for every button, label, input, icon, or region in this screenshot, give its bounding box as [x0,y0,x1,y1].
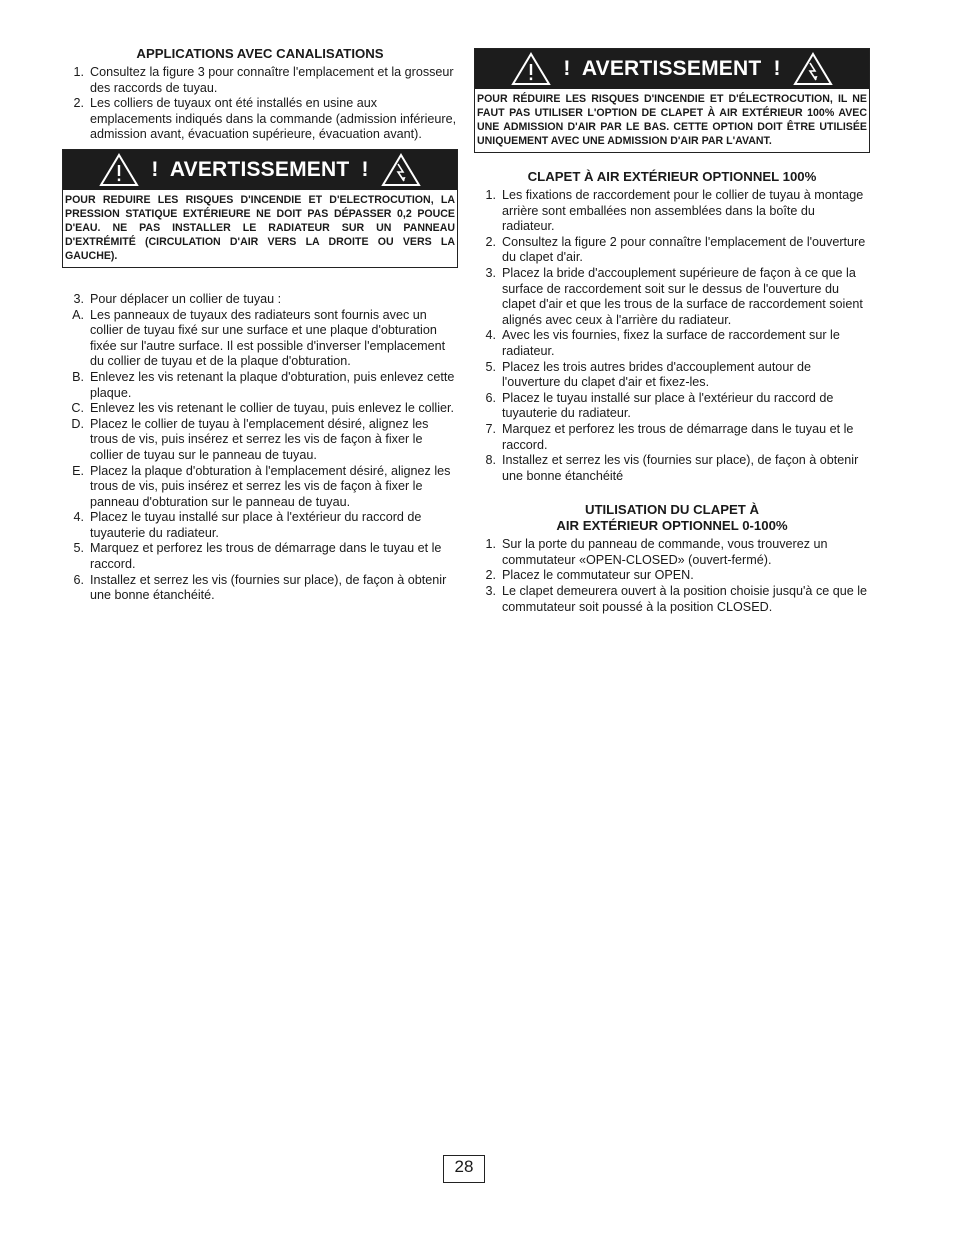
section-heading-clapet-100: CLAPET À AIR EXTÉRIEUR OPTIONNEL 100% [527,169,817,184]
list-item: 6. Installez et serrez les vis (fournies sur place), de façon à obtenir une bonne étanchéité. [73,572,447,603]
list-clapet-0-100 [474,537,870,615]
list-item: 5. Placez les trois autres brides d'accouplement autour de l'ouverture du clapet d'air et fixez-les. [485,359,812,390]
list-item: 3. Placez la bride d'accouplement supérieure de façon à ce que la surface de raccordement soit sur le dessus de l'ouverture du clapet d'air et que les trous de la surface de raccordement soient alignés avec ceux à l'arrière du radiateur. [485,265,863,327]
list-item: 3. Pour déplacer un collier de tuyau : [73,291,282,306]
list-canalisations-1 [62,65,458,143]
list-item: 7. Marquez et perforez les trous de démarrage dans le tuyau et le raccord. [485,421,854,452]
section-heading-canalisations: APPLICATIONS AVEC CANALISATIONS [136,46,384,61]
warning-title: ! AVERTISSEMENT ! [563,57,781,80]
list-canalisations-2 [62,292,458,604]
list-item: 1. Les fixations de raccordement pour le collier de tuyau à montage arrière sont emballées non assemblées dans la boîte du radiateur. [485,188,864,234]
list-item: 1. Consultez la figure 3 pour connaître l'emplacement et la grosseur des raccords de tuyau. [73,65,454,95]
list-item: 6. Placez le tuyau installé sur place à l'extérieur du raccord de tuyauterie du radiateur. [485,390,834,421]
warning-triangle-icon [511,52,551,86]
warning-triangle-icon [99,153,139,187]
list-item: 2. Placez le commutateur sur OPEN. [485,568,694,583]
list-item: C. Enlevez les vis retenant le collier de tuyau, puis enlevez le collier. [71,401,455,416]
warning-title: ! AVERTISSEMENT ! [151,157,369,181]
list-item: D. Placez le collier de tuyau à l'emplacement désiré, alignez les trous de vis, puis insérez et serrez les vis de façon à fixer le collier de tuyau sur le panneau de tuyau. [71,416,429,462]
list-item: 4. Placez le tuyau installé sur place à l'extérieur du raccord de tuyauterie du radiateur. [73,510,422,540]
electrical-hazard-icon [381,153,421,187]
list-item: 4. Avec les vis fournies, fixez la surface de raccordement sur le radiateur. [485,328,840,358]
warning-text: POUR RÉDUIRE LES RISQUES D'INCENDIE ET D'ÉLECTROCUTION, IL NE FAUT PAS UTILISER L'OPTION DE CLAPET À AIR EXTÉRIEUR 100% AVEC UNE ADMISSION D'AIR PAR LE BAS. CETTE OPTION DOIT ÊTRE UTILISÉE UNIQUEMENT AVEC UNE ADMISSION D'AIR PAR L'AVANT. [477,93,867,147]
section-heading-clapet-0-100 [474,502,870,534]
heading-line: UTILISATION DU CLAPET À [584,502,760,518]
list-item: 5. Marquez et perforez les trous de démarrage dans le tuyau et le raccord. [73,541,442,572]
list-item: E. Placez la plaque d'obturation à l'emplacement désiré, alignez les trous de vis, puis insérez et serrez les vis de façon à fixer le panneau d'obturation sur le panneau de tuyau. [72,463,451,509]
list-item: A. Les panneaux de tuyaux des radiateurs sont fournis avec un collier de tuyau fixé sur une surface et une plaque d'obturation fixée sur l'autre surface. Il est possible d'inverser l'emplacement du collier de tuyau et de la plaque d'obturation. [72,307,446,369]
list-clapet-100 [474,188,870,484]
warning-text: POUR REDUIRE LES RISQUES D'INCENDIE ET D'ELECTROCUTION, LA PRESSION STATIQUE EXTÉRIEURE NE DOIT PAS DÉPASSER 0,2 POUCE D'EAU. NE PAS INSTALLER LE RADIATEUR SUR UN PANNEAU D'EXTRÉMITÉ (CIRCULATION D'AIR VERS LA DROITE OU VERS LA GAUCHE). [65,193,455,262]
warning-box-outdoor-air [474,48,870,153]
list-item: 2. Les colliers de tuyaux ont été installés en usine aux emplacements indiqués dans la commande (admission inférieure, admission avant, évacuation supérieure, évacuation avant). [73,96,457,142]
electrical-hazard-icon [793,52,833,86]
list-item: B. Enlevez les vis retenant la plaque d'obturation, puis enlevez cette plaque. [72,369,455,400]
warning-box-static-pressure [62,149,458,268]
list-item: 3. Le clapet demeurera ouvert à la position choisie jusqu'à ce que le commutateur soit poussé à la position CLOSED. [485,584,868,614]
page-number: 28 [443,1155,485,1183]
right-column [474,46,870,615]
warning-banner [63,150,457,190]
list-item: 1. Sur la porte du panneau de commande, vous trouverez un commutateur «OPEN-CLOSED» (ouvert-fermé). [485,537,828,567]
heading-line: AIR EXTÉRIEUR OPTIONNEL 0-100% [556,518,788,534]
warning-banner [475,49,869,89]
list-item: 2. Consultez la figure 2 pour connaître l'emplacement de l'ouverture du clapet d'air. [485,234,866,265]
left-column [62,46,458,604]
list-item: 8. Installez et serrez les vis (fournies sur place), de façon à obtenir une bonne étanchéité [485,453,859,483]
